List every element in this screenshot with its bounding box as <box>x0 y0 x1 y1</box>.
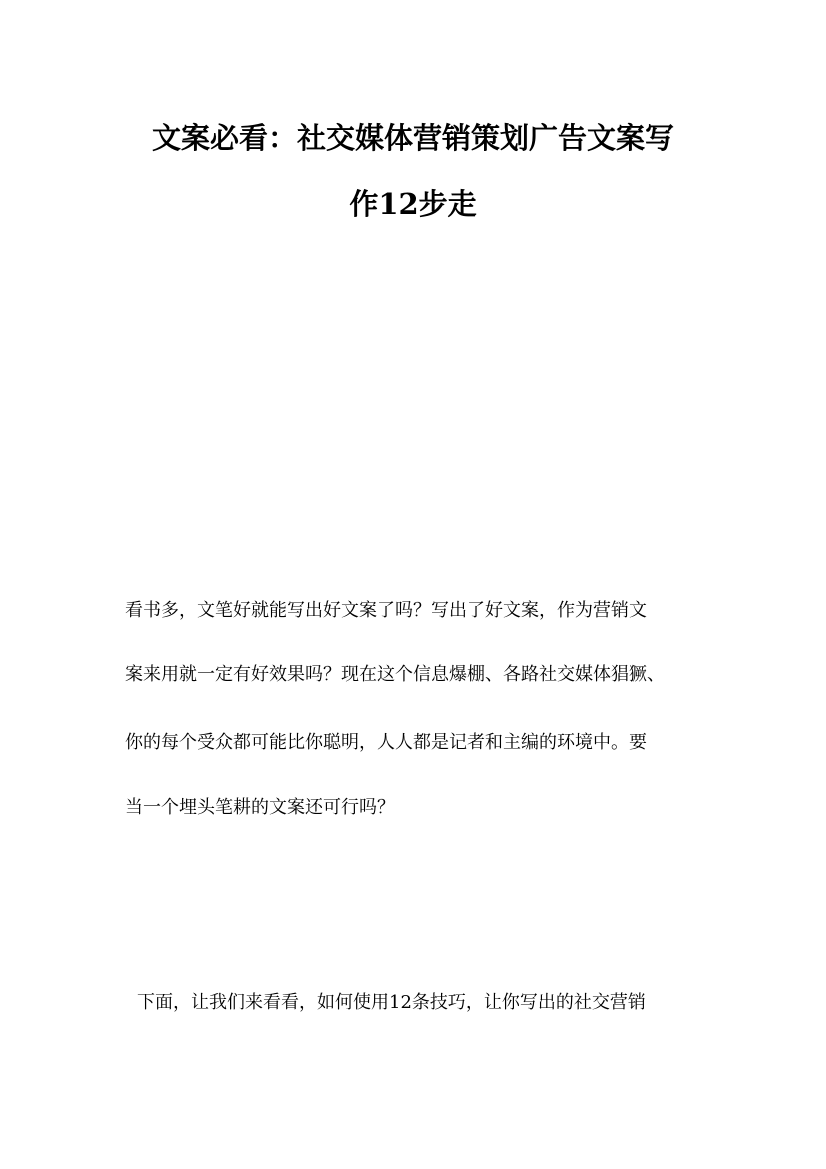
title-line-1: 文案必看：社交媒体营销策划广告文案写 <box>151 121 674 155</box>
paragraph-line: 你的每个受众都可能比你聪明，人人都是记者和主编的环境中。要 <box>125 732 647 753</box>
paragraph-line: 当一个埋头笔耕的文案还可行吗？ <box>125 797 395 818</box>
title-line-2: 作12步走 <box>349 187 477 221</box>
paragraph-line: 看书多，文笔好就能写出好文案了吗？写出了好文案，作为营销文 <box>125 600 647 621</box>
paragraph-line: 下面，让我们来看看，如何使用12条技巧，让你写出的社交营销 <box>137 992 646 1013</box>
paragraph-line: 案来用就一定有好效果吗？现在这个信息爆棚、各路社交媒体猖獗、 <box>125 664 665 685</box>
